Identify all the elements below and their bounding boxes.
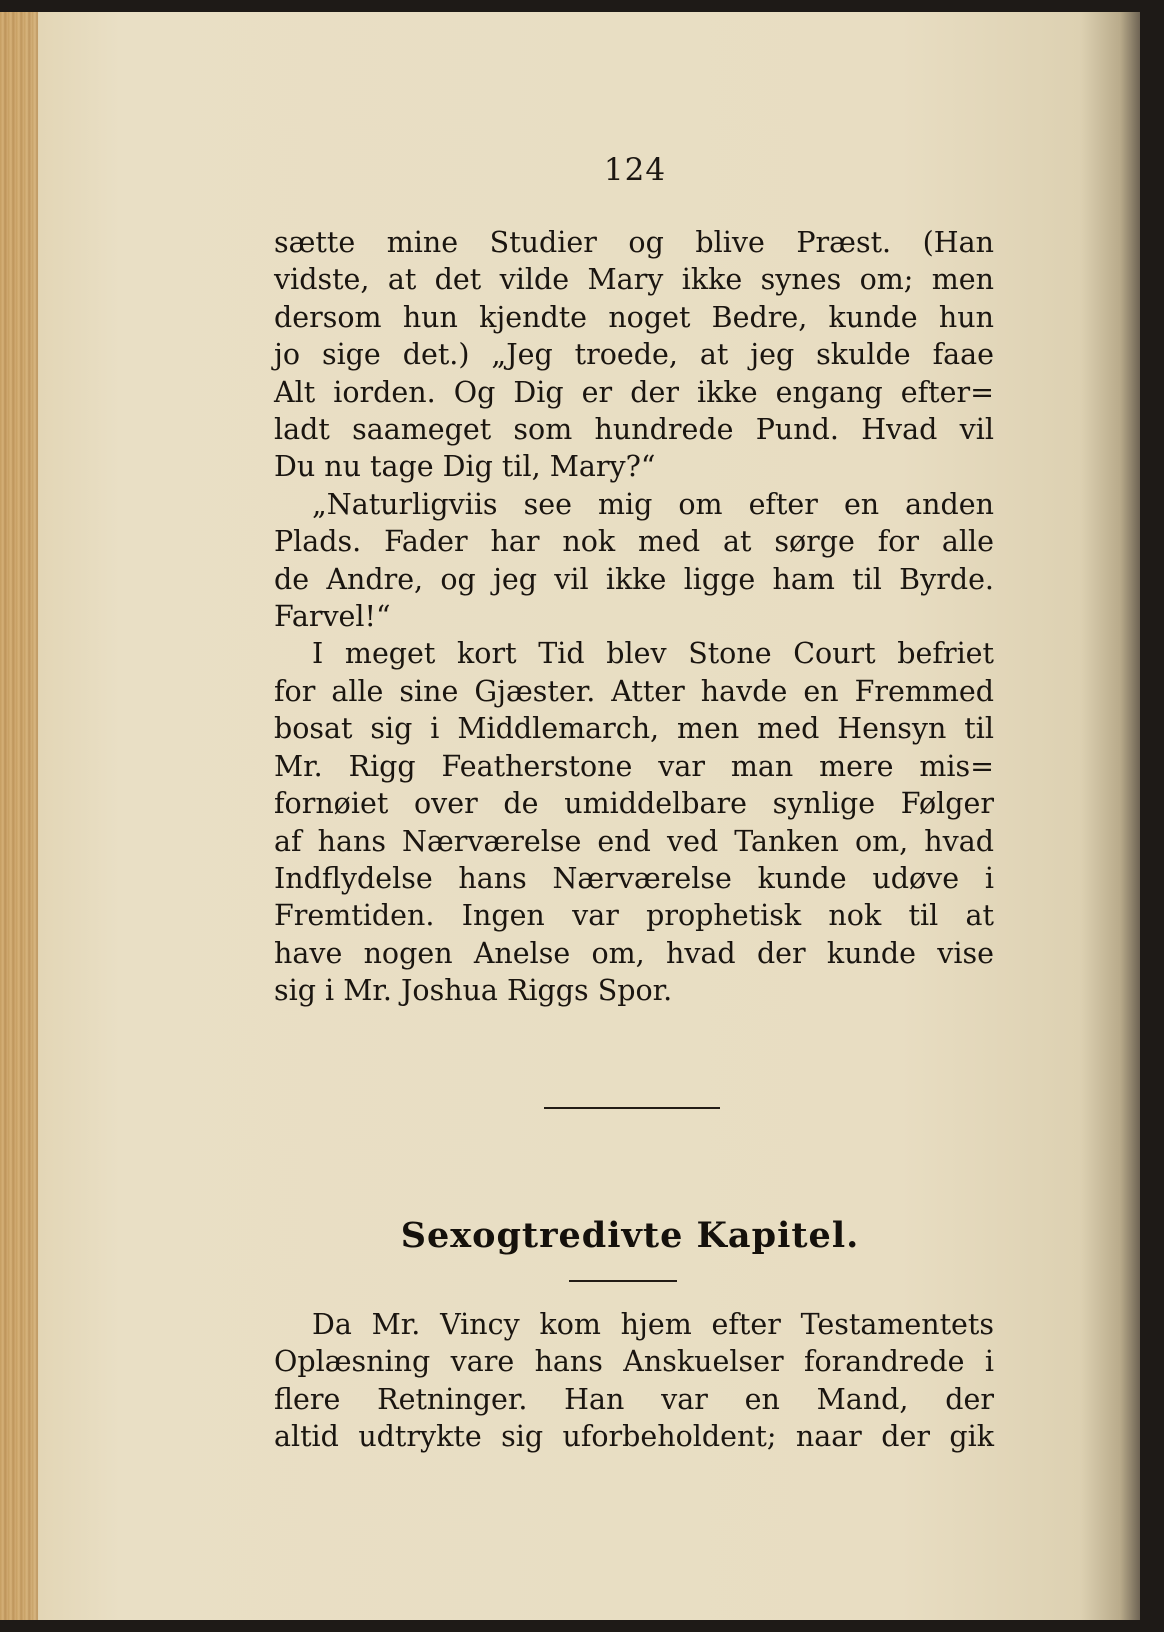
text-line: jo sige det.) „Jeg troede, at jeg skulde faae xyxy=(274,338,994,372)
text-line: de Andre, og jeg vil ikke ligge ham til Byrde. xyxy=(274,562,994,596)
text-line: Mr. Rigg Featherstone var man mere mis= xyxy=(274,749,994,783)
body-text-section-1 xyxy=(274,224,994,1010)
text-line: Indflydelse hans Nærværelse kunde udøve i xyxy=(274,861,994,895)
chapter-heading-rule xyxy=(569,1280,677,1282)
text-line: sætte mine Studier og blive Præst. (Han xyxy=(274,226,994,259)
section-divider-rule xyxy=(544,1107,720,1109)
text-line: I meget kort Tid blev Stone Court befriet xyxy=(312,637,994,671)
text-line: dersom hun kjendte noget Bedre, kunde hun xyxy=(274,300,994,334)
text-line: fornøiet over de umiddelbare synlige Følger xyxy=(274,787,994,821)
chapter-heading: Sexogtredivte Kapitel. xyxy=(400,1215,860,1256)
text-line: „Naturligviis see mig om efter en anden xyxy=(312,487,994,521)
text-line: af hans Nærværelse end ved Tanken om, hvad xyxy=(274,824,994,858)
text-line: Alt iorden. Og Dig er der ikke engang efter= xyxy=(274,375,994,409)
text-line: bosat sig i Middlemarch, men med Hensyn til xyxy=(274,712,994,746)
text-line: flere Retninger. Han var en Mand, der xyxy=(274,1382,994,1416)
page-number: 124 xyxy=(603,152,667,188)
text-line: Plads. Fader har nok med at sørge for alle xyxy=(274,525,994,559)
text-line: Du nu tage Dig til, Mary?“ xyxy=(274,450,656,484)
body-text-section-2 xyxy=(274,1306,994,1456)
text-line: for alle sine Gjæster. Atter havde en Fremmed xyxy=(274,674,994,708)
text-line: ladt saameget som hundrede Pund. Hvad vil xyxy=(274,413,994,447)
page-stack-edge xyxy=(0,12,38,1620)
text-line: Oplæsning vare hans Anskuelser forandrede i xyxy=(274,1345,994,1379)
text-line: vidste, at det vilde Mary ikke synes om; men xyxy=(274,263,994,297)
text-line: Farvel!“ xyxy=(274,600,391,634)
text-line: altid udtrykte sig uforbeholdent; naar der gik xyxy=(274,1420,994,1454)
text-line: sig i Mr. Joshua Riggs Spor. xyxy=(274,974,673,1008)
text-line: have nogen Anelse om, hvad der kunde vise xyxy=(274,936,994,970)
text-line: Da Mr. Vincy kom hjem efter Testamentets xyxy=(312,1308,994,1341)
text-line: Fremtiden. Ingen var prophetisk nok til at xyxy=(274,899,994,933)
